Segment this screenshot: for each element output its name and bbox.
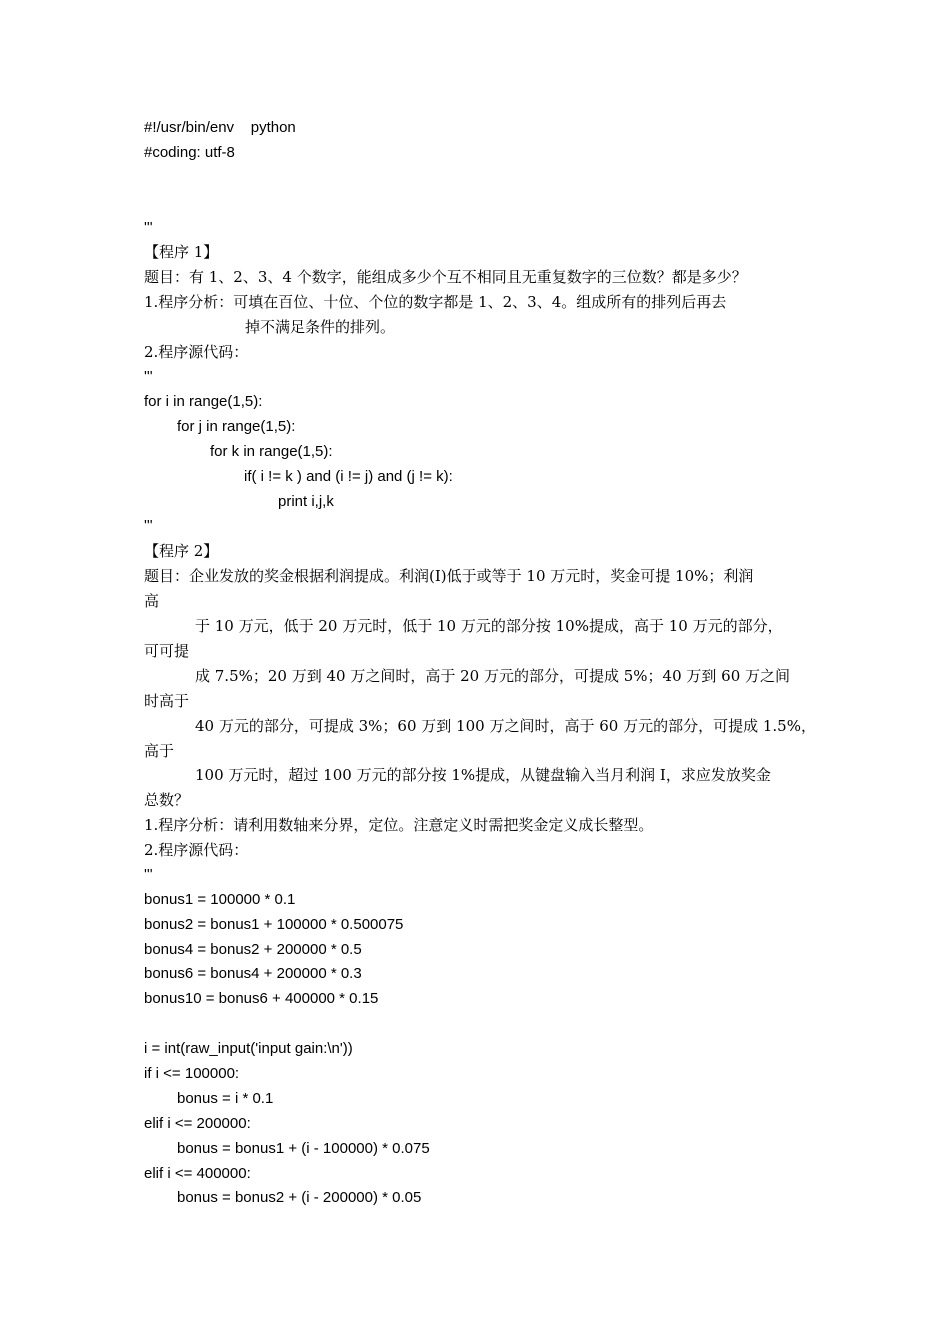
program-1-analysis-cont: 掉不满足条件的排列。 <box>245 318 396 336</box>
program-2-question-cont: 时高于 <box>144 692 190 710</box>
program-2-question-cont: 成 7.5%；20 万到 40 万之间时，高于 20 万元的部分，可提成 5%；40 万到 60 万之间 <box>195 667 791 685</box>
program-2-question-cont: 总数？ <box>144 791 190 809</box>
code-line: bonus4 = bonus2 + 200000 * 0.5 <box>144 941 362 958</box>
docstring-close: ''' <box>144 368 153 385</box>
program-2-question: 题目：企业发放的奖金根据利润提成。利润(I)低于或等于 10 万元时，奖金可提 10%；利润 <box>144 567 754 585</box>
code-line: if i <= 100000: <box>144 1065 240 1082</box>
code-line: bonus10 = bonus6 + 400000 * 0.15 <box>144 990 379 1007</box>
code-line: for j in range(1,5): <box>177 418 296 435</box>
program-2-question-cont: 40 万元的部分，可提成 3%；60 万到 100 万之间时，高于 60 万元的部分，可提成 1.5%， <box>195 717 816 735</box>
code-line: bonus6 = bonus4 + 200000 * 0.3 <box>144 965 362 982</box>
program-2-source-label: 2.程序源代码： <box>144 841 249 859</box>
code-line: bonus2 = bonus1 + 100000 * 0.500075 <box>144 916 404 933</box>
code-line: bonus = bonus2 + (i - 200000) * 0.05 <box>177 1189 422 1206</box>
program-2-question-cont: 于 10 万元，低于 20 万元时，低于 10 万元的部分按 10%提成，高于 10 万元的部分， <box>195 617 783 635</box>
program-1-heading: 【程序 1】 <box>144 243 219 261</box>
program-2-heading: 【程序 2】 <box>144 542 219 560</box>
code-line: bonus = bonus1 + (i - 100000) * 0.075 <box>177 1140 430 1157</box>
code-line: i = int(raw_input('input gain:\n')) <box>144 1040 353 1057</box>
program-2-analysis: 1.程序分析：请利用数轴来分界，定位。注意定义时需把奖金定义成长整型。 <box>144 816 654 834</box>
program-2-question-cont: 高于 <box>144 742 175 760</box>
code-line: elif i <= 200000: <box>144 1115 251 1132</box>
coding-line: #coding: utf-8 <box>144 144 235 161</box>
code-line: bonus1 = 100000 * 0.1 <box>144 891 296 908</box>
docstring-open: ''' <box>144 517 153 534</box>
program-2-question-cont: 100 万元时，超过 100 万元的部分按 1%提成，从键盘输入当月利润 I，求应发放奖金 <box>195 766 771 784</box>
docstring-open: ''' <box>144 219 153 236</box>
program-2-question-cont: 高 <box>144 592 160 610</box>
code-line: for k in range(1,5): <box>210 443 333 460</box>
code-line: print i,j,k <box>278 493 334 510</box>
code-line: bonus = i * 0.1 <box>177 1090 274 1107</box>
code-line: elif i <= 400000: <box>144 1165 251 1182</box>
program-1-analysis: 1.程序分析：可填在百位、十位、个位的数字都是 1、2、3、4。组成所有的排列后再去 <box>144 293 727 311</box>
code-line: for i in range(1,5): <box>144 393 263 410</box>
program-1-source-label: 2.程序源代码： <box>144 343 249 361</box>
docstring-close: ''' <box>144 866 153 883</box>
code-line: if( i != k ) and (i != j) and (j != k): <box>244 468 453 485</box>
program-1-question: 题目：有 1、2、3、4 个数字，能组成多少个互不相同且无重复数字的三位数？都是多少？ <box>144 268 747 286</box>
shebang-line: #!/usr/bin/env python <box>144 119 296 136</box>
program-2-question-cont: 可可提 <box>144 642 190 660</box>
